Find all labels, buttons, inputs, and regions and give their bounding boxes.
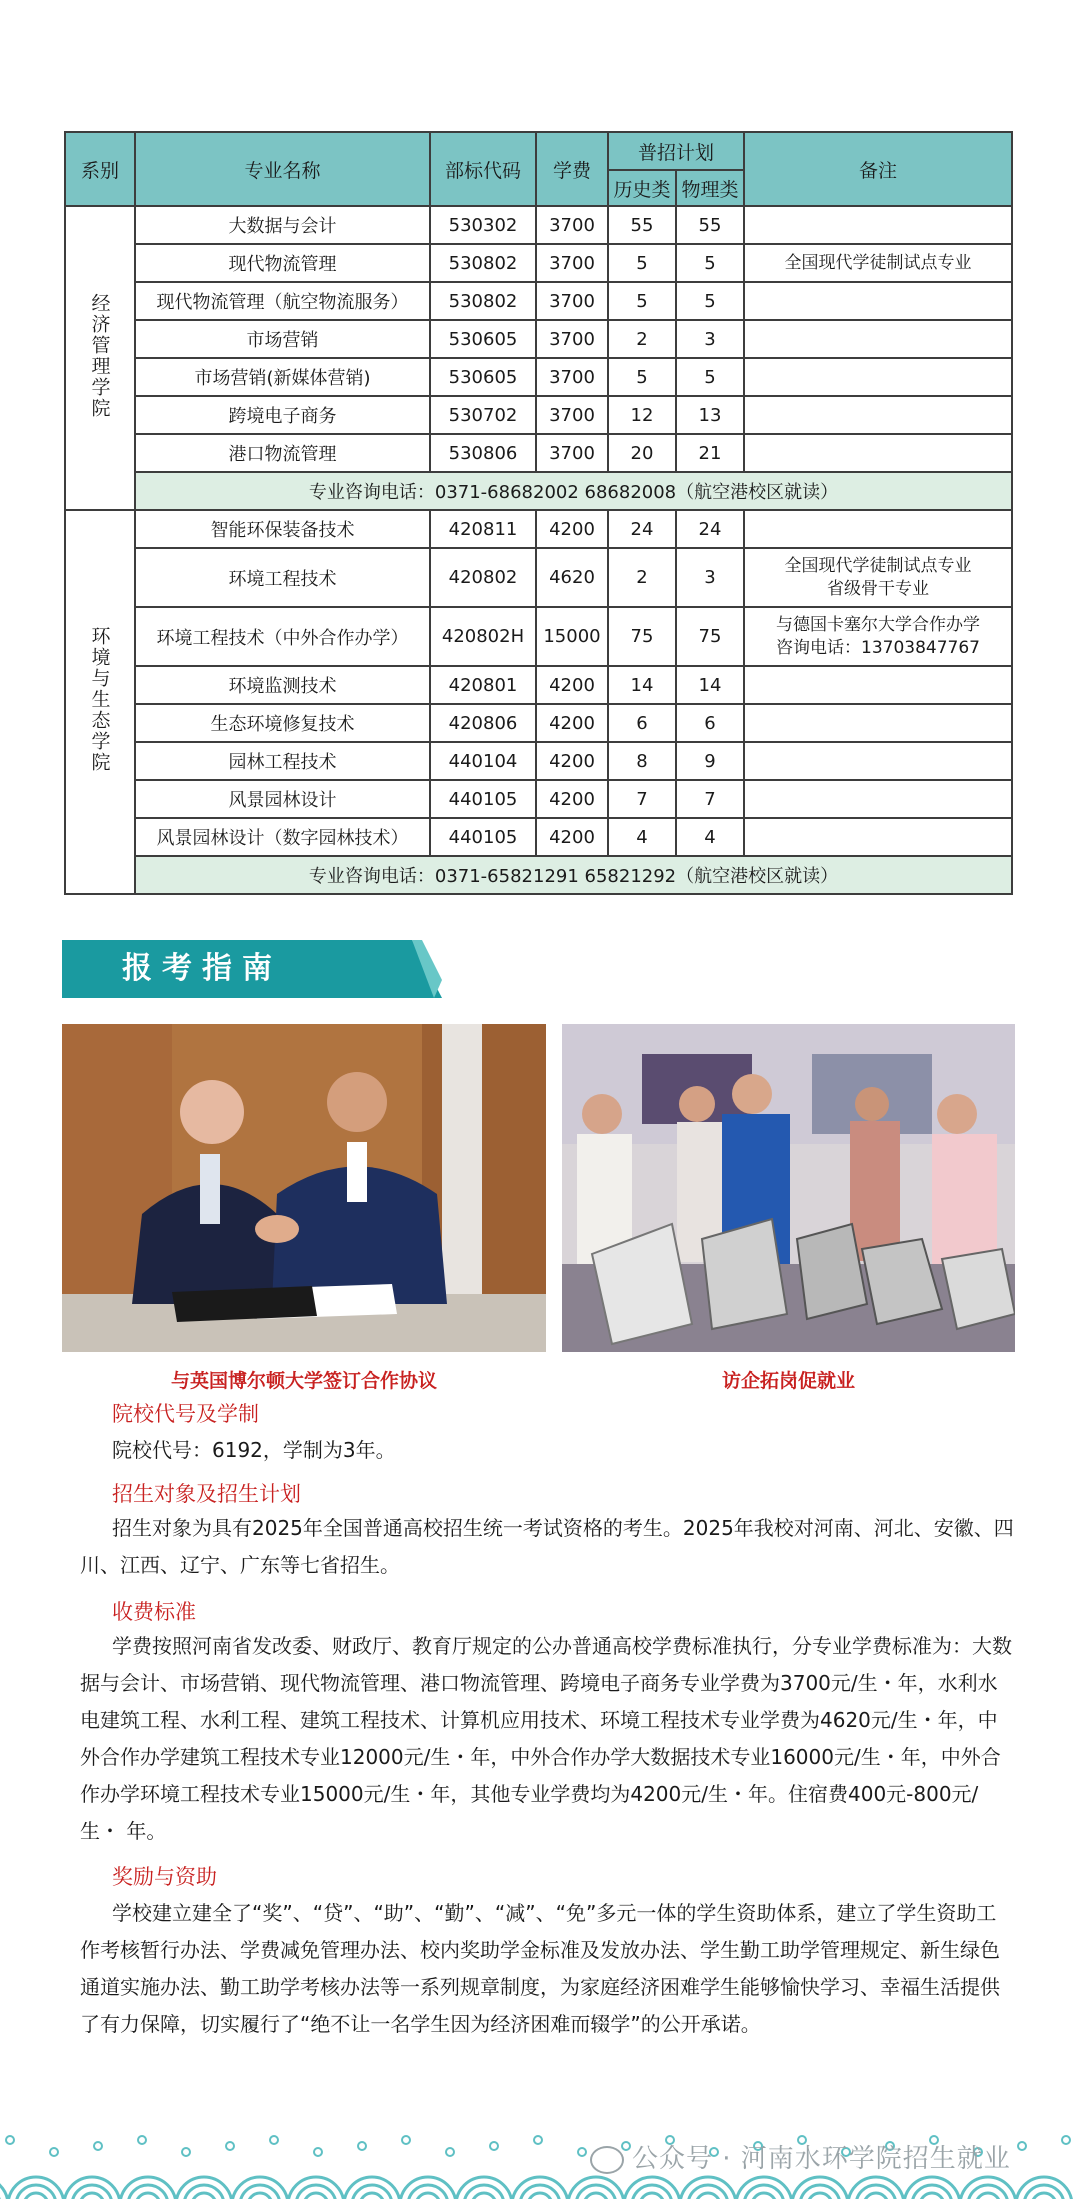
table-row — [65, 244, 1012, 282]
cell-major: 环境工程技术 — [135, 548, 430, 607]
cell-history: 8 — [608, 742, 676, 780]
cell-note — [744, 666, 1012, 704]
note-line: 全国现代学徒制试点专业 — [784, 555, 972, 576]
note-line: 咨询电话：13703847767 — [776, 637, 980, 658]
cell-code: 420811 — [430, 510, 536, 548]
note-line: 省级骨干专业 — [827, 578, 930, 599]
table-row — [65, 510, 1012, 548]
cell-history: 4 — [608, 818, 676, 856]
signing-photo — [62, 1024, 546, 1352]
table-row — [65, 704, 1012, 742]
table-row — [65, 434, 1012, 472]
header-physics: 物理类 — [676, 170, 744, 206]
signing-photo-caption: 与英国博尔顿大学签订合作协议 — [170, 1370, 437, 1392]
cell-fee: 4200 — [536, 780, 608, 818]
watermark-text: 公众号 · 河南水环学院招生就业 — [632, 2144, 1011, 2174]
watermark — [590, 2138, 1011, 2175]
cell-major: 港口物流管理 — [135, 434, 430, 472]
cell-fee: 4620 — [536, 548, 608, 607]
note-line: 全国现代学徒制试点专业 — [784, 252, 972, 273]
cell-history: 20 — [608, 434, 676, 472]
cell-physics: 55 — [676, 206, 744, 244]
cell-code: 420802 — [430, 548, 536, 607]
body-enrollment-target: 招生对象为具有2025年全国普通高校招生统一考试资格的考生。2025年我校对河南、河北、安徽、四川、江西、辽宁、广东等七省招生。 — [80, 1516, 1014, 1577]
cell-physics: 5 — [676, 244, 744, 282]
cell-major: 风景园林设计（数字园林技术） — [135, 818, 430, 856]
cell-history: 75 — [608, 607, 676, 666]
cell-note — [744, 704, 1012, 742]
header-note: 备注 — [744, 132, 1012, 206]
header-dept: 系别 — [65, 132, 135, 206]
cell-note — [744, 244, 1012, 282]
cell-history: 5 — [608, 244, 676, 282]
company-visit-caption: 访企拓岗促就业 — [721, 1370, 855, 1392]
header-code: 部标代码 — [430, 132, 536, 206]
cell-fee: 3700 — [536, 320, 608, 358]
cell-major: 现代物流管理（航空物流服务） — [135, 282, 430, 320]
cell-fee: 3700 — [536, 244, 608, 282]
cell-fee: 3700 — [536, 396, 608, 434]
cell-physics: 3 — [676, 548, 744, 607]
cell-physics: 13 — [676, 396, 744, 434]
consult-phone-row — [65, 856, 1012, 894]
cell-code: 530802 — [430, 282, 536, 320]
cell-physics: 14 — [676, 666, 744, 704]
cell-fee: 4200 — [536, 510, 608, 548]
header-history: 历史类 — [608, 170, 676, 206]
cell-major: 大数据与会计 — [135, 206, 430, 244]
consult-phone: 专业咨询电话：0371-68682002 68682008（航空港校区就读） — [135, 472, 1012, 510]
cell-fee: 3700 — [536, 434, 608, 472]
cell-history: 5 — [608, 282, 676, 320]
cell-physics: 7 — [676, 780, 744, 818]
heading-school-code: 院校代号及学制 — [112, 1402, 259, 1426]
table-row — [65, 818, 1012, 856]
enrollment-plan-table — [64, 131, 1013, 895]
cell-code: 530605 — [430, 358, 536, 396]
cell-history: 24 — [608, 510, 676, 548]
body-fee-standard: 学费按照河南省发改委、财政厅、教育厅规定的公办普通高校学费标准执行，分专业学费标准为：大数据与会计、市场营销、现代物流管理、港口物流管理、跨境电子商务专业学费为3700元/生・年，水利水电建筑工程、水利工程、建筑工程技术、计算机应用技术、环境工程技术专业学费为4620元/生・年，中外合作办学建筑工程技术专业12000元/生・年，中外合作办学大数据技术专业16000元/生・年，中外合作办学环境工程技术专业15000元/生・年，其他专业学费均为4200元/生・年。住宿费400元-800元/生・ 年。 — [80, 1634, 1012, 1843]
company-visit-photo — [562, 1024, 1015, 1352]
cell-fee: 3700 — [536, 206, 608, 244]
table-row — [65, 666, 1012, 704]
table-row — [65, 780, 1012, 818]
cell-major: 风景园林设计 — [135, 780, 430, 818]
cell-note — [744, 548, 1012, 607]
cell-major: 市场营销(新媒体营销) — [135, 358, 430, 396]
table-row — [65, 358, 1012, 396]
cell-major: 环境监测技术 — [135, 666, 430, 704]
cell-major: 园林工程技术 — [135, 742, 430, 780]
cell-physics: 21 — [676, 434, 744, 472]
cell-fee: 3700 — [536, 358, 608, 396]
cell-note — [744, 358, 1012, 396]
cell-note — [744, 607, 1012, 666]
cell-physics: 5 — [676, 358, 744, 396]
header-major: 专业名称 — [135, 132, 430, 206]
heading-fee-standard: 收费标准 — [112, 1600, 196, 1624]
banner-title: 报考指南 — [122, 951, 282, 986]
cell-note — [744, 780, 1012, 818]
cell-major: 生态环境修复技术 — [135, 704, 430, 742]
body-awards-aid: 学校建立建全了“奖”、“贷”、“助”、“勤”、“减”、“免”多元一体的学生资助体系，建立了学生资助工作考核暂行办法、学费减免管理办法、校内奖助学金标准及发放办法、学生勤工助学管理规定、新生绿色通道实施办法、勤工助学考核办法等一系列规章制度，为家庭经济困难学生能够愉快学习、幸福生活提供了有力保障，切实履行了“绝不让一名学生因为经济困难而辍学”的公开承诺。 — [80, 1901, 1000, 2036]
cell-note — [744, 206, 1012, 244]
cell-fee: 15000 — [536, 607, 608, 666]
cell-note — [744, 510, 1012, 548]
cell-physics: 6 — [676, 704, 744, 742]
cell-history: 14 — [608, 666, 676, 704]
heading-enrollment-target: 招生对象及招生计划 — [112, 1482, 301, 1506]
table-row — [65, 206, 1012, 244]
cell-major: 环境工程技术（中外合作办学） — [135, 607, 430, 666]
dept-name: 环境与生态学院 — [88, 626, 111, 773]
cell-physics: 4 — [676, 818, 744, 856]
table-row — [65, 742, 1012, 780]
consult-phone: 专业咨询电话：0371-65821291 65821292（航空港校区就读） — [135, 856, 1012, 894]
cell-code: 440104 — [430, 742, 536, 780]
cell-major: 跨境电子商务 — [135, 396, 430, 434]
cell-code: 530802 — [430, 244, 536, 282]
cell-physics: 75 — [676, 607, 744, 666]
cell-fee: 4200 — [536, 818, 608, 856]
cell-note — [744, 320, 1012, 358]
table-row — [65, 548, 1012, 607]
cell-fee: 4200 — [536, 742, 608, 780]
cell-physics: 5 — [676, 282, 744, 320]
header-fee: 学费 — [536, 132, 608, 206]
table-row — [65, 320, 1012, 358]
cell-code: 530302 — [430, 206, 536, 244]
cell-code: 420802H — [430, 607, 536, 666]
cell-history: 6 — [608, 704, 676, 742]
cell-history: 5 — [608, 358, 676, 396]
cell-history: 2 — [608, 548, 676, 607]
cell-history: 55 — [608, 206, 676, 244]
cell-physics: 3 — [676, 320, 744, 358]
cell-note — [744, 396, 1012, 434]
cell-history: 7 — [608, 780, 676, 818]
header-plan: 普招计划 — [608, 132, 744, 170]
wechat-icon — [590, 2146, 624, 2174]
cell-code: 440105 — [430, 780, 536, 818]
body-school-code: 院校代号：6192，学制为3年。 — [112, 1438, 396, 1462]
note-line: 与德国卡塞尔大学合作办学 — [776, 614, 981, 635]
cell-major: 智能环保装备技术 — [135, 510, 430, 548]
section-banner — [62, 940, 442, 998]
consult-phone-row — [65, 472, 1012, 510]
cell-note — [744, 282, 1012, 320]
table-row — [65, 396, 1012, 434]
cell-history: 2 — [608, 320, 676, 358]
cell-note — [744, 742, 1012, 780]
cell-fee: 3700 — [536, 282, 608, 320]
cell-note — [744, 434, 1012, 472]
cell-code: 530605 — [430, 320, 536, 358]
dept-name: 经济管理学院 — [88, 292, 111, 419]
heading-awards-aid: 奖励与资助 — [112, 1865, 217, 1889]
cell-code: 420801 — [430, 666, 536, 704]
cell-fee: 4200 — [536, 666, 608, 704]
cell-physics: 24 — [676, 510, 744, 548]
cell-fee: 4200 — [536, 704, 608, 742]
cell-physics: 9 — [676, 742, 744, 780]
table-row — [65, 282, 1012, 320]
cell-code: 440105 — [430, 818, 536, 856]
dept-cell — [65, 206, 135, 510]
cell-code: 530702 — [430, 396, 536, 434]
cell-major: 现代物流管理 — [135, 244, 430, 282]
cell-code: 420806 — [430, 704, 536, 742]
cell-major: 市场营销 — [135, 320, 430, 358]
table-row — [65, 607, 1012, 666]
cell-note — [744, 818, 1012, 856]
dept-cell — [65, 510, 135, 894]
cell-code: 530806 — [430, 434, 536, 472]
cell-history: 12 — [608, 396, 676, 434]
